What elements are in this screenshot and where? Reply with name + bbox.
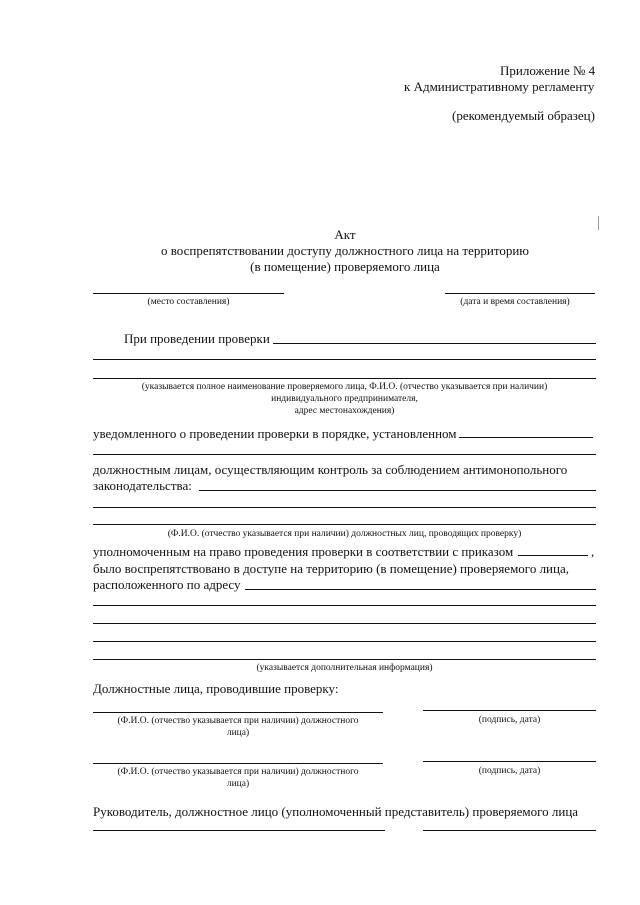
notified-line[interactable] — [459, 437, 593, 438]
entity-caption-3: адрес местонахождения) — [294, 406, 395, 416]
officials-caption: (Ф.И.О. (отчество указывается при наличии) должностных лиц, проводящих проверку) — [167, 529, 522, 539]
officials-text-1: должностным лицам, осуществляющим контроль за соблюдением антимонопольного — [93, 462, 568, 477]
authorized-text: уполномоченным на право проведения проверки в соответствии с приказом — [93, 544, 514, 559]
authorized-comma: , — [591, 544, 595, 559]
inspection-label: При проведении проверки — [124, 331, 270, 346]
official-1-caption-1: (Ф.И.О. (отчество указывается при наличии) должностного — [117, 716, 359, 726]
officials-line-2[interactable] — [93, 507, 596, 508]
address-line[interactable] — [245, 589, 596, 590]
order-line[interactable] — [518, 555, 588, 556]
sample-note: (рекомендуемый образец) — [452, 108, 595, 123]
head-name-line[interactable] — [93, 830, 385, 831]
notified-text: уведомленного о проведении проверки в порядке, установленном — [93, 426, 457, 441]
officials-conducted: Должностные лица, проводившие проверку: — [93, 681, 339, 696]
head-text: Руководитель, должностное лицо (уполномоченный представитель) проверяемого лица — [93, 804, 579, 819]
appendix-number: Приложение № 4 — [500, 63, 596, 78]
notified-line-2[interactable] — [93, 454, 596, 455]
official-2-name-line[interactable] — [93, 763, 383, 764]
date-caption: (дата и время составления) — [460, 297, 570, 307]
entity-caption-2: индивидуального предпринимателя, — [271, 394, 418, 404]
official-2-signature-caption: (подпись, дата) — [478, 766, 541, 776]
official-1-signature-caption: (подпись, дата) — [478, 715, 541, 725]
document-subtitle-1: о воспрепятствовании доступу должностного лица на территорию — [160, 243, 530, 258]
entity-line-1[interactable] — [93, 359, 596, 360]
official-1-signature-line[interactable] — [423, 710, 596, 711]
head-signature-line[interactable] — [423, 830, 596, 831]
official-2-caption-1: (Ф.И.О. (отчество указывается при наличии) должностного — [117, 767, 359, 777]
place-caption: (место составления) — [147, 297, 230, 307]
document-subtitle-2: (в помещение) проверяемого лица — [250, 259, 440, 274]
appendix-regulation: к Административному регламенту — [404, 79, 595, 94]
date-line[interactable] — [445, 293, 595, 294]
officials-line-3[interactable] — [93, 524, 596, 525]
official-2-caption-2: лица) — [226, 779, 250, 789]
official-1-caption-2: лица) — [226, 728, 250, 738]
additional-line-2[interactable] — [93, 623, 596, 624]
document-title: Акт — [334, 227, 356, 242]
denied-text-1: было воспрепятствовано в доступе на территорию (в помещение) проверяемого лица, — [93, 561, 569, 576]
official-1-name-line[interactable] — [93, 712, 383, 713]
additional-line-4[interactable] — [93, 659, 596, 660]
entity-line-2[interactable] — [93, 378, 596, 379]
officials-line-1[interactable] — [199, 490, 596, 491]
additional-caption: (указывается дополнительная информация) — [256, 663, 433, 673]
additional-line-3[interactable] — [93, 641, 596, 642]
official-2-signature-line[interactable] — [423, 761, 596, 762]
place-line[interactable] — [93, 293, 284, 294]
entity-caption-1: (указывается полное наименование проверяемого лица, Ф.И.О. (отчество указывается при наличии) — [141, 382, 548, 392]
inspection-line[interactable] — [273, 343, 596, 344]
scan-artifact — [598, 216, 599, 230]
additional-line-1[interactable] — [93, 605, 596, 606]
denied-text-2: расположенного по адресу — [93, 577, 241, 592]
officials-text-2: законодательства: — [93, 478, 192, 493]
